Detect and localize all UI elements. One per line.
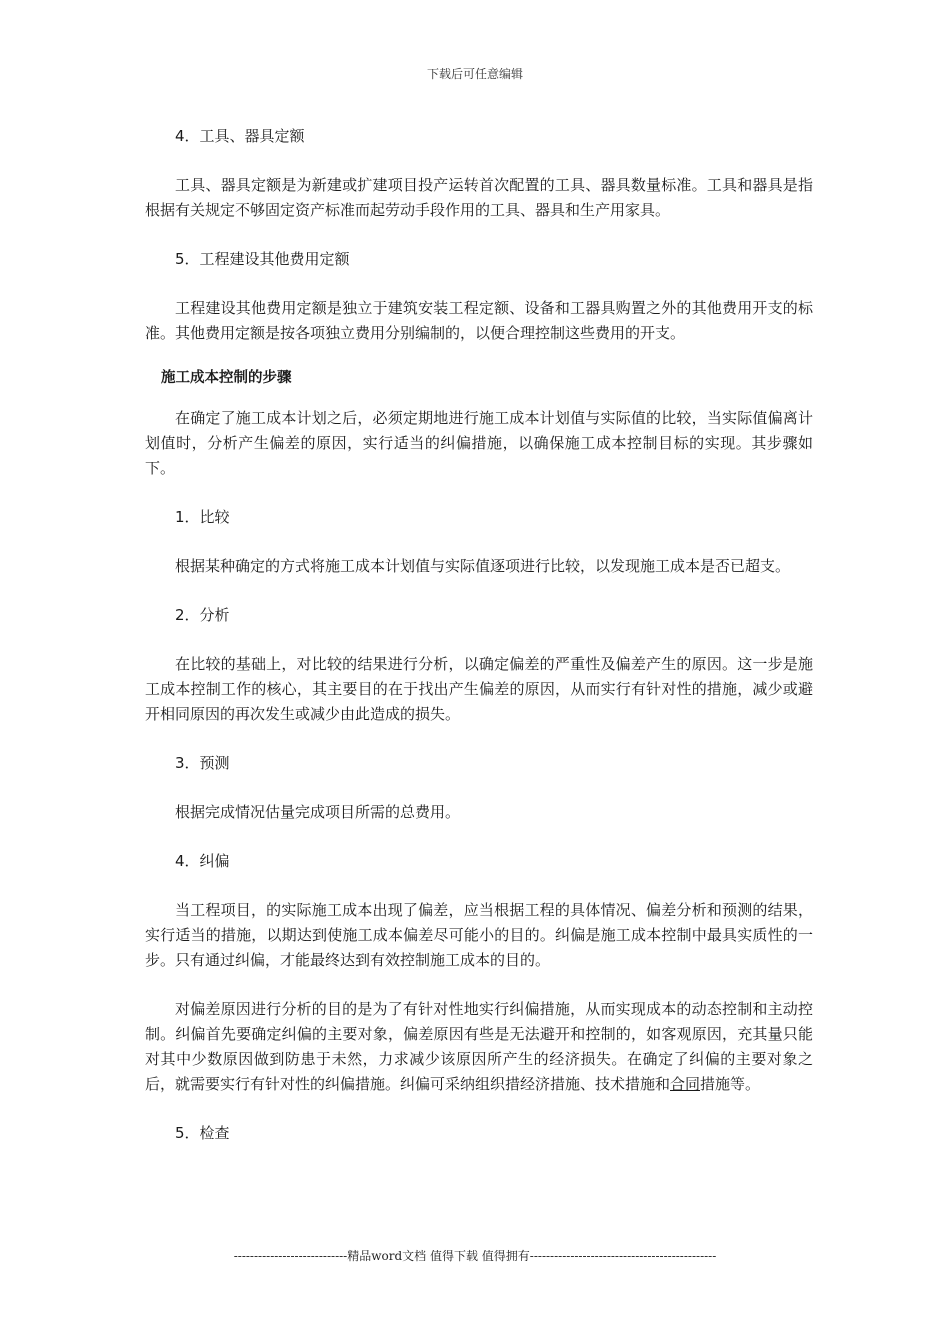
item-heading-tools-quota: 4．工具、器具定额 [175,127,305,145]
item-heading-other-costs-quota: 5．工程建设其他费用定额 [175,250,350,268]
paragraph-correct-detail [145,997,813,1097]
step-heading-forecast: 3．预测 [175,754,230,772]
step-heading-check: 5．检查 [175,1124,230,1142]
paragraph-other-costs-quota: 工程建设其他费用定额是独立于建筑安装工程定额、设备和工器具购置之外的其他费用开支的标准。其他费用定额是按各项独立费用分别编制的，以便合理控制这些费用的开支。 [145,299,813,342]
document-body [145,124,813,1170]
paragraph-analyze: 在比较的基础上，对比较的结果进行分析，以确定偏差的严重性及偏差产生的原因。这一步是施工成本控制工作的核心，其主要目的在于找出产生偏差的原因，从而实行有针对性的措施，减少或避开相同原因的再次发生或减少由此造成的损失。 [145,655,813,723]
step-heading-compare: 1．比较 [175,508,230,526]
step-heading-correct: 4．纠偏 [175,852,230,870]
paragraph-correct: 当工程项目，的实际施工成本出现了偏差，应当根据工程的具体情况、偏差分析和预测的结果，实行适当的措施，以期达到使施工成本偏差尽可能小的目的。纠偏是施工成本控制中最具实质性的一步。只有通过纠偏，才能最终达到有效控制施工成本的目的。 [145,901,813,969]
paragraph-compare: 根据某种确定的方式将施工成本计划值与实际值逐项进行比较，以发现施工成本是否已超支。 [175,557,791,575]
paragraph-correct-detail-end: 措施等。 [700,1075,761,1093]
section-title: 施工成本控制的步骤 [161,370,292,386]
step-heading-analyze: 2．分析 [175,606,230,624]
paragraph-forecast: 根据完成情况估量完成项目所需的总费用。 [175,803,461,821]
paragraph-intro: 在确定了施工成本计划之后，必须定期地进行施工成本计划值与实际值的比较，当实际值偏离计划值时，分析产生偏差的原因，实行适当的纠偏措施，以确保施工成本控制目标的实现。其步骤如下。 [145,409,813,477]
page-header: 下载后可任意编辑 [426,67,523,81]
paragraph-correct-detail-text: 对偏差原因进行分析的目的是为了有针对性地实行纠偏措施，从而实现成本的动态控制和主动控制。纠偏首先要确定纠偏的主要对象，偏差原因有些是无法避开和控制的，如客观原因，充其量只能对其中少数原因做到防患于未然，力求减少该原因所产生的经济损失。在确定了纠偏的主要对象之后，就需要实行有针对性的纠偏措施。纠偏可采纳组织措经济措施、技术措施和 [145,1000,813,1093]
contract-link[interactable]: 合同 [670,1075,701,1093]
paragraph-tools-quota: 工具、器具定额是为新建或扩建项目投产运转首次配置的工具、器具数量标准。工具和器具是指根据有关规定不够固定资产标准而起劳动手段作用的工具、器具和生产用家具。 [145,176,813,219]
page-footer: ----------------------------精品word文档 值得下载 值得拥有---------------------------------------------- [233,1249,717,1263]
